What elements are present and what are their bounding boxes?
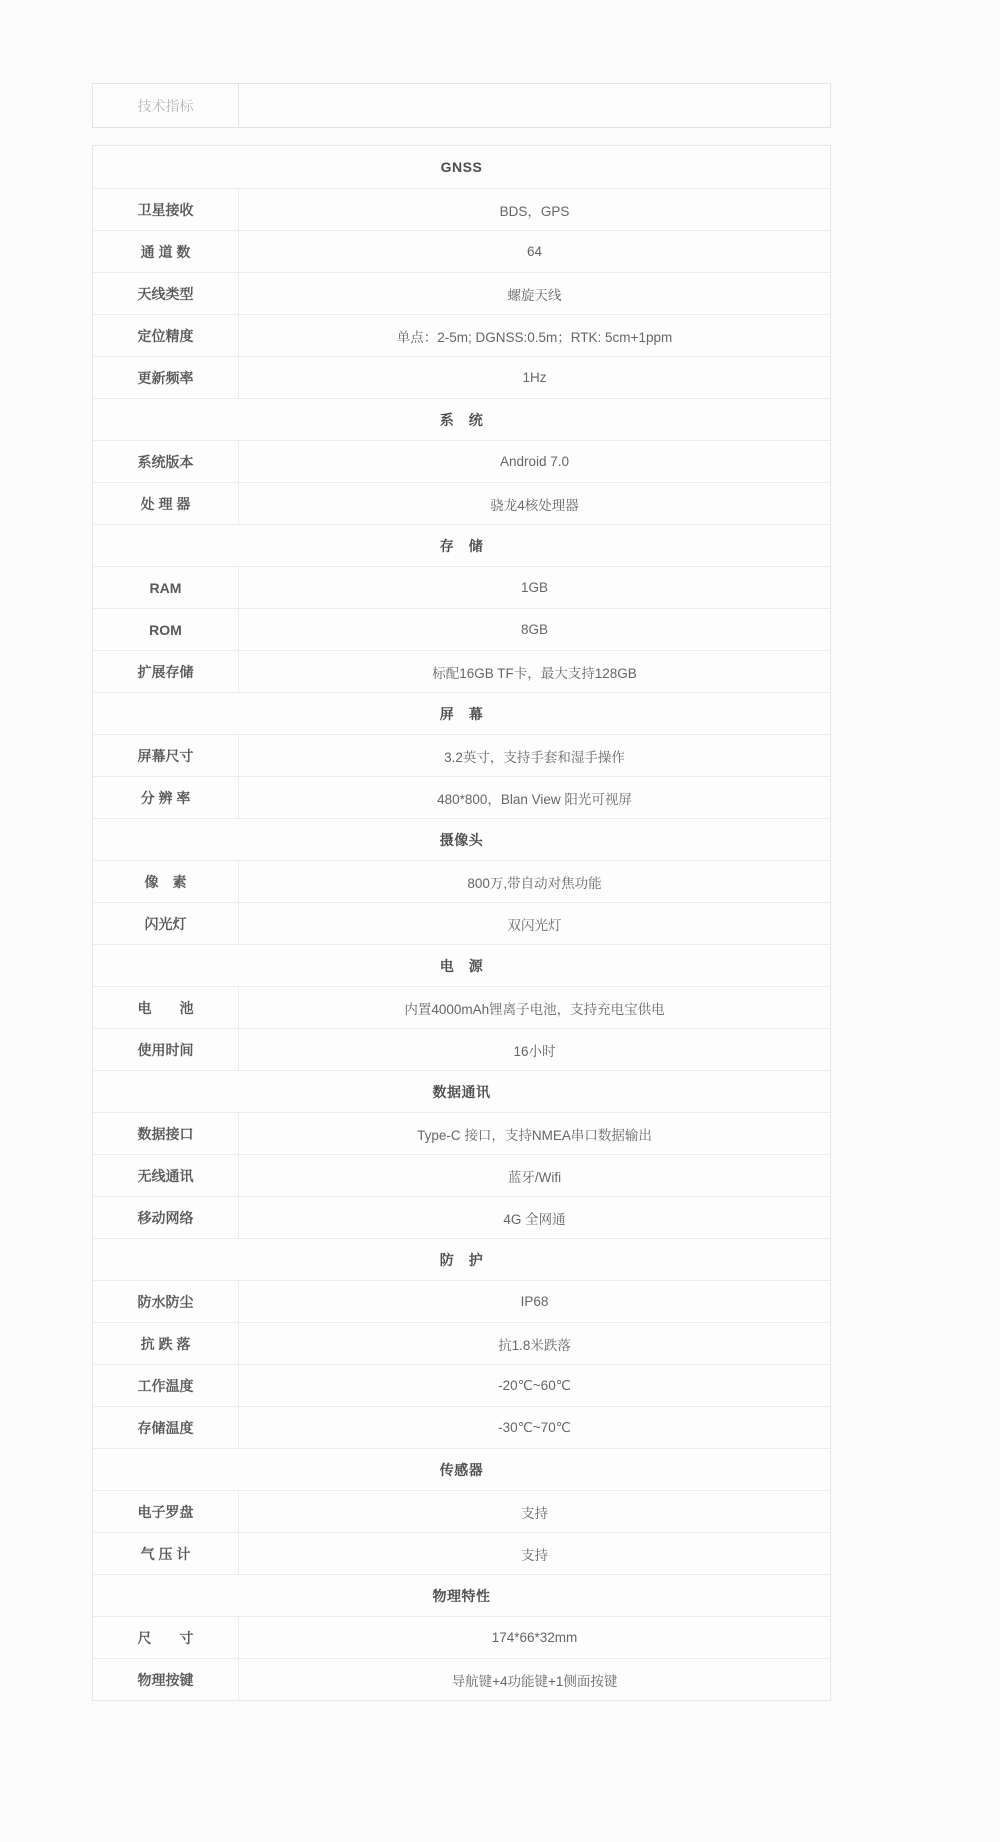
section-header-row: 存 储 <box>93 524 830 566</box>
spec-label: 通 道 数 <box>93 231 239 272</box>
section-header-row: GNSS <box>440 159 483 175</box>
spec-value: 内置4000mAh锂离子电池，支持充电宝供电 <box>404 1001 665 1017</box>
spec-label: 处 理 器 <box>93 483 239 524</box>
spec-label: 屏幕尺寸 <box>93 735 239 776</box>
spec-row <box>93 1196 830 1238</box>
spec-row <box>93 566 830 608</box>
spec-label: 存储温度 <box>93 1407 239 1448</box>
spec-row <box>93 650 830 692</box>
spec-label: 电 池 <box>93 987 239 1028</box>
spec-row <box>93 902 830 944</box>
spec-value: Android 7.0 <box>499 454 570 469</box>
spec-value: 导航键+4功能键+1侧面按键 <box>451 1673 618 1689</box>
spec-row <box>93 1322 830 1364</box>
spec-value: 174*66*32mm <box>491 1630 578 1645</box>
section-header-row: 物理特性 <box>93 1574 830 1616</box>
spec-value: 标配16GB TF卡，最大支持128GB <box>432 665 637 681</box>
spec-value: -30℃~70℃ <box>498 1419 571 1435</box>
section-header-row: 防 护 <box>93 1238 830 1280</box>
spec-value: 骁龙4核处理器 <box>490 497 579 513</box>
spec-label: 防水防尘 <box>93 1281 239 1322</box>
spec-value: Type-C 接口，支持NMEA串口数据输出 <box>417 1127 652 1143</box>
section-header-row: 传感器 <box>93 1448 830 1490</box>
section-header-row: 电 源 <box>93 944 830 986</box>
spec-row <box>93 188 830 230</box>
spec-value: 蓝牙/Wifi <box>507 1169 562 1185</box>
spec-row <box>93 1490 830 1532</box>
spec-tab-bar <box>92 83 831 128</box>
tab-bar-empty <box>239 84 830 127</box>
spec-label: 像 素 <box>93 861 239 902</box>
spec-label: 移动网络 <box>93 1197 239 1238</box>
spec-value: 支持 <box>521 1547 548 1563</box>
spec-value: IP68 <box>520 1294 549 1309</box>
spec-row <box>93 1364 830 1406</box>
spec-label: 天线类型 <box>93 273 239 314</box>
spec-row <box>93 1658 830 1700</box>
section-header-row: 系 统 <box>93 398 830 440</box>
spec-value: 480*800，Blan View 阳光可视屏 <box>437 791 632 807</box>
spec-row <box>93 1532 830 1574</box>
spec-value: 螺旋天线 <box>507 287 562 303</box>
spec-label: 扩展存储 <box>93 651 239 692</box>
spec-value: -20℃~60℃ <box>498 1377 571 1393</box>
spec-row <box>93 272 830 314</box>
section-header-row: 摄像头 <box>93 818 830 860</box>
spec-label: 定位精度 <box>93 315 239 356</box>
spec-row <box>93 608 830 650</box>
spec-value: 抗1.8米跌落 <box>498 1337 571 1353</box>
spec-value: 1Hz <box>522 370 547 385</box>
spec-row <box>93 356 830 398</box>
spec-row <box>93 860 830 902</box>
tab-technical-specs[interactable]: 技术指标 <box>93 84 239 127</box>
spec-label: 数据接口 <box>93 1113 239 1154</box>
spec-row <box>93 482 830 524</box>
spec-row <box>93 1616 830 1658</box>
spec-label: 电子罗盘 <box>93 1491 239 1532</box>
section-header-row: 数据通讯 <box>93 1070 830 1112</box>
spec-value: BDS，GPS <box>499 203 570 219</box>
spec-value: 4G 全网通 <box>503 1211 566 1227</box>
spec-row <box>93 1028 830 1070</box>
spec-label: 气 压 计 <box>93 1533 239 1574</box>
spec-value: 16小时 <box>513 1043 556 1059</box>
spec-label: 抗 跌 落 <box>93 1323 239 1364</box>
spec-label: ROM <box>93 609 239 650</box>
spec-label: 系统版本 <box>93 441 239 482</box>
spec-row <box>93 314 830 356</box>
spec-label: 更新频率 <box>93 357 239 398</box>
spec-value: 3.2英寸，支持手套和湿手操作 <box>444 749 625 765</box>
spec-row <box>93 1154 830 1196</box>
spec-label: 工作温度 <box>93 1365 239 1406</box>
spec-row <box>93 734 830 776</box>
spec-label: 使用时间 <box>93 1029 239 1070</box>
spec-row <box>93 440 830 482</box>
spec-value: 64 <box>526 244 543 259</box>
spec-table <box>92 145 831 1701</box>
spec-label: 尺 寸 <box>93 1617 239 1658</box>
spec-value: 1GB <box>520 580 548 595</box>
spec-row <box>93 986 830 1028</box>
spec-value: 800万,带自动对焦功能 <box>467 875 602 891</box>
spec-label: 物理按键 <box>93 1659 239 1700</box>
spec-value: 支持 <box>521 1505 548 1521</box>
spec-label: 无线通讯 <box>93 1155 239 1196</box>
spec-label: RAM <box>93 567 239 608</box>
spec-value: 双闪光灯 <box>507 917 562 933</box>
spec-row <box>93 776 830 818</box>
spec-value: 8GB <box>520 622 548 637</box>
spec-row <box>93 1280 830 1322</box>
spec-row <box>93 1406 830 1448</box>
spec-row <box>93 1112 830 1154</box>
spec-value: 单点：2-5m; DGNSS:0.5m；RTK: 5cm+1ppm <box>396 329 673 345</box>
spec-label: 闪光灯 <box>93 903 239 944</box>
section-header-row: 屏 幕 <box>93 692 830 734</box>
spec-row <box>93 230 830 272</box>
content-area <box>92 83 831 1701</box>
spec-label: 卫星接收 <box>93 189 239 230</box>
spec-label: 分 辨 率 <box>93 777 239 818</box>
